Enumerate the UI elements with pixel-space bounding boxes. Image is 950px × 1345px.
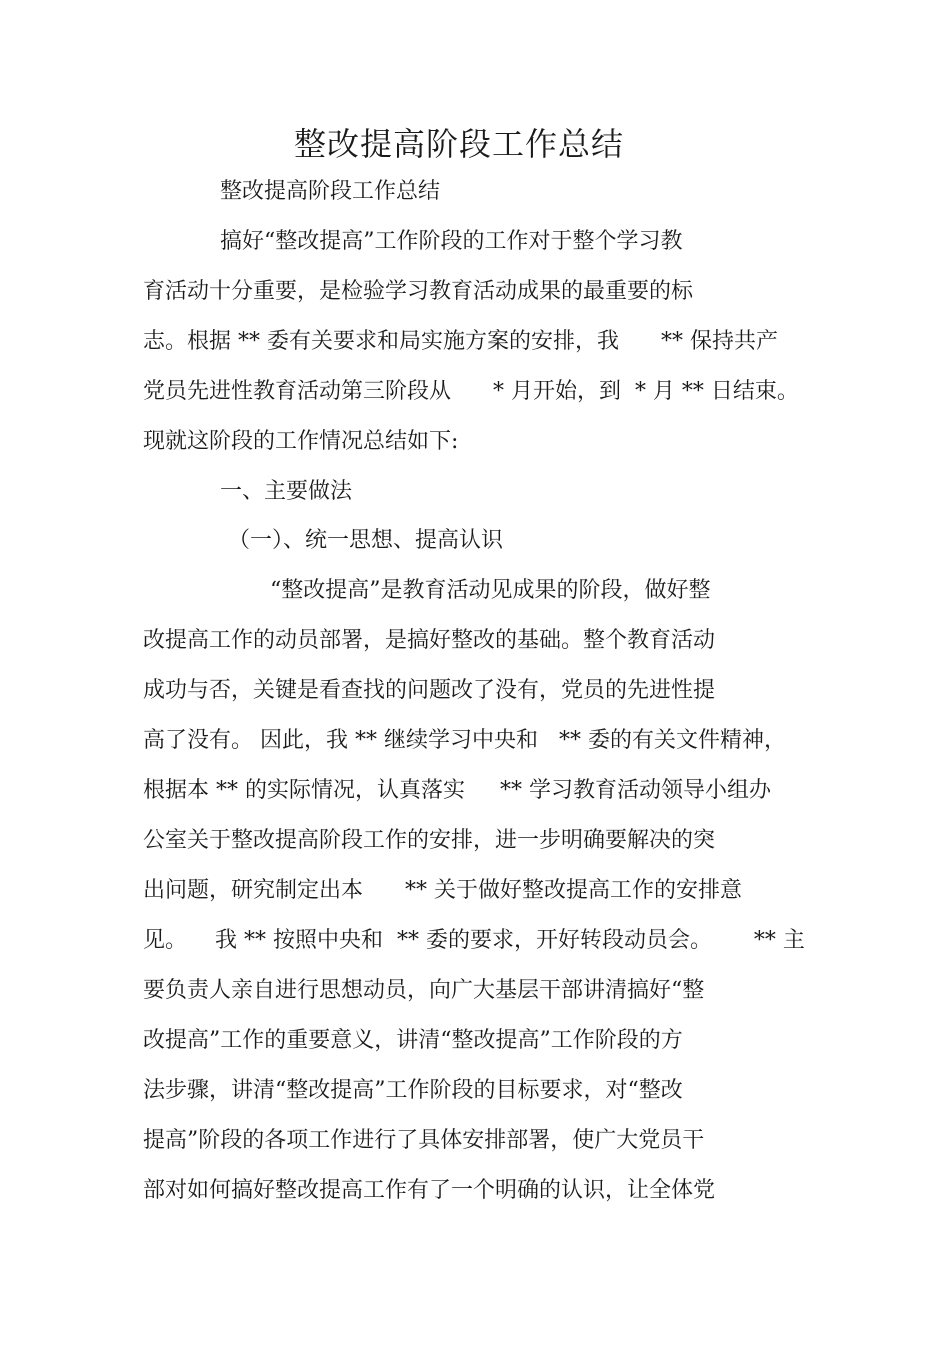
body-line: 高了没有。 因此，我 ** 继续学习中央和 ** 委的有关文件精神，	[143, 728, 786, 753]
body-line: 改提高工作的动员部署，是搞好整改的基础。整个教育活动	[143, 628, 716, 653]
body-line: 见。 我 ** 按照中央和 ** 委的要求，开好转段动员会。 ** 主	[143, 928, 805, 953]
subtitle-line: 整改提高阶段工作总结	[220, 179, 441, 204]
body-line: 要负责人亲自进行思想动员，向广大基层干部讲清搞好“整	[143, 978, 705, 1003]
body-line: 根据本 ** 的实际情况，认真落实 ** 学习教育活动领导小组办	[143, 778, 771, 803]
body-line: 党员先进性教育活动第三阶段从 * 月开始，到 * 月 ** 日结束。	[143, 379, 799, 404]
body-line: 出问题，研究制定出本 ** 关于做好整改提高工作的安排意	[143, 878, 742, 903]
body-line: 公室关于整改提高阶段工作的安排，进一步明确要解决的突	[143, 828, 716, 853]
body-line: 搞好“整改提高”工作阶段的工作对于整个学习教	[220, 229, 683, 254]
body-line: “整改提高”是教育活动见成果的阶段，做好整	[270, 578, 711, 603]
section-heading: 一、主要做法	[220, 479, 353, 504]
subsection-heading: （一）、统一思想、提高认识	[228, 528, 504, 553]
body-line: 部对如何搞好整改提高工作有了一个明确的认识，让全体党	[143, 1178, 716, 1203]
body-line: 成功与否，关键是看查找的问题改了没有，党员的先进性提	[143, 678, 716, 703]
body-line: 改提高”工作的重要意义，讲清“整改提高”工作阶段的方	[143, 1028, 683, 1053]
document-title: 整改提高阶段工作总结	[293, 125, 624, 163]
body-line: 现就这阶段的工作情况总结如下:	[143, 429, 459, 454]
body-line: 育活动十分重要，是检验学习教育活动成果的最重要的标	[143, 279, 694, 304]
body-line: 法步骤，讲清“整改提高”工作阶段的目标要求，对“整改	[143, 1078, 683, 1103]
body-line: 志。根据 ** 委有关要求和局实施方案的安排，我 ** 保持共产	[143, 329, 778, 354]
body-line: 提高”阶段的各项工作进行了具体安排部署，使广大党员干	[143, 1128, 705, 1153]
